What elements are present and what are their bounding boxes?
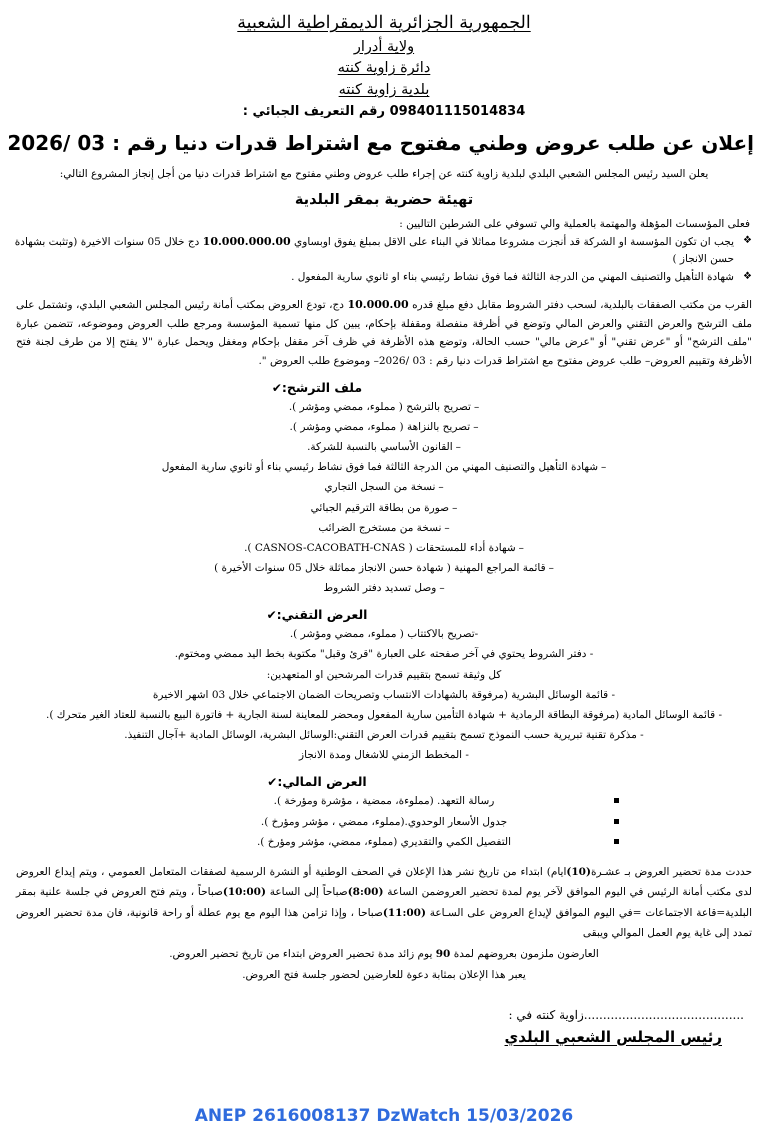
list-item-label: نسخة من مستخرج الضرائب	[318, 521, 442, 534]
list-item-label: قائمة المراجع المهنية ( شهادة حسن الانجاز مماثلة خلال 05 سنوات الأخيرة )	[214, 562, 546, 574]
fiscal-id-line	[14, 104, 754, 119]
section-heading-candidacy-file	[14, 380, 754, 395]
deposit-start-time: (8:00)	[347, 886, 384, 899]
list-item-label: تصريح بالترشح ( مملوء، ممضي ومؤشر ).	[288, 400, 471, 413]
condition-text-before: شهادة التأهيل والتصنيف المهني من الدرجة الثالثة فما فوق نشاط رئيسي بناء او ثانوي سارية المفعول .	[291, 270, 734, 283]
validity-text-part2: يوم زائد مدة تحضير العروض ابتداء من تاريخ تحضير العروض.	[169, 947, 433, 960]
condition-item	[14, 269, 754, 286]
anep-reference: ANEP 2616008137 DzWatch 15/03/2026	[194, 1106, 574, 1126]
list-item-label: القانون الأساسي بالنسبة للشركة.	[307, 441, 453, 454]
list-item-label: وصل تسديد دفتر الشروط	[323, 582, 437, 595]
list-item	[14, 518, 754, 538]
check-icon: ✔	[266, 608, 277, 623]
section-heading-text: العرض التقني:	[276, 607, 368, 623]
deadline-text-part2: ايام) ابتداء من تاريخ نشر هذا الإعلان في الصحف الوطنية أو النشرة الرسمية لصفقات المتعامل العمومي ، ويتم إيداع العروض لدى مكتب أمانة الرئيس في اليوم الموافق لآخر يوم لمدة تحضير العروضمن الساعة	[16, 865, 753, 899]
deadline-text-part5: صباحا ، وإذا تزامن هذا اليوم مع يوم عطلة أو راحة قانونية، فان مدة تحضير العروض تمدد إلى غاية يوم العمل الموالي ويبقى	[16, 906, 752, 940]
condition-text-before: يجب ان تكون المؤسسة او الشركة قد أنجزت مشروعا مماثلا في البناء على الاقل بمبلغ يفوق اوبساوي	[290, 236, 734, 249]
list-item	[14, 685, 754, 705]
list-item	[14, 832, 754, 852]
deadline-paragraph	[14, 862, 754, 944]
dash-marker: –	[452, 501, 458, 514]
list-item-label: - المخطط الزمني للاشغال ومدة الانجاز	[299, 749, 469, 762]
list-item	[14, 477, 754, 497]
square-bullet-icon	[614, 839, 619, 844]
dash-marker: –	[438, 481, 444, 494]
list-item	[14, 624, 754, 644]
list-item	[14, 397, 754, 417]
condition-text-after: دج خلال 05 سنوات الاخيرة (وتثبت بشهادة حسن الانجاز )	[14, 236, 734, 266]
list-item-label: شهادة أداء للمستحقات ( CASNOS-CACOBATH-CNAS ).	[244, 541, 516, 554]
check-icon: ✔	[271, 380, 282, 395]
list-item-label: كل وثيقة تسمح بتقييم قدرات المرشحين او المتعهدين:	[266, 668, 502, 681]
technical-offer-list	[14, 624, 754, 765]
preparation-days-value: 10	[571, 865, 586, 878]
intro-paragraph: يعلن السيد رئيس المجلس الشعبي البلدي لبلدية زاوية كنته عن إجراء طلب عروض وطني مفتوح مع اشتراط قدرات دنيا من أجل إنجاز المشروع التالي:	[59, 168, 709, 181]
conditions-lead: فعلى المؤسسات المؤهلة والمهتمة بالعملية والي تسوفي على الشرطين التاليين :	[399, 218, 750, 231]
section-heading-text: ملف الترشح:	[281, 379, 363, 395]
list-item-label: رسالة التعهد. (مملوءة، ممضية ، مؤشرة ومؤرخة ).	[273, 795, 495, 808]
list-item	[14, 791, 754, 811]
list-item-label: جدول الأسعار الوحدوي.(مملوء، ممضي ، مؤشر ومؤرخ ).	[260, 815, 508, 828]
list-item	[14, 644, 754, 664]
deposit-start-time-value: 8:00	[352, 886, 379, 899]
signature-block	[14, 1008, 754, 1046]
list-item-label: التفصيل الكمي والتقديري (مملوء، ممضي، مؤشر ومؤرخ ).	[256, 835, 512, 848]
list-item-label: -تصريح بالاكتتاب ( مملوء، ممضي ومؤشر ).	[289, 628, 479, 641]
fiscal-id-number: 098401115014834	[389, 104, 526, 120]
list-item	[14, 457, 754, 477]
submission-paragraph	[14, 295, 754, 371]
list-item	[14, 725, 754, 745]
list-item	[14, 417, 754, 437]
document-footer	[0, 1106, 768, 1126]
list-item	[14, 812, 754, 832]
page-title: إعلان عن طلب عروض وطني مفتوح مع اشتراط قدرات دنيا رقم : 03 /2026	[7, 131, 754, 156]
opening-time-value: 11:00	[387, 906, 421, 919]
deadline-text-part4: صباحاً ، ويتم فتح العروض في جلسة علنية بمقر البلدية=قاعة الاجتماعات =في اليوم الموافق لإيداع العروض على السـاعة	[16, 886, 752, 919]
dash-marker: –	[548, 562, 554, 574]
dash-marker: –	[473, 400, 480, 413]
preparation-days: (10)	[566, 865, 591, 878]
list-item	[14, 665, 754, 685]
list-item-label: صورة من بطاقة الترقيم الجبائي	[310, 501, 450, 514]
signature-place-label: زاوية كنته في :	[508, 1007, 584, 1022]
signature-title: رئيس المجلس الشعبي البلدي	[504, 1027, 722, 1046]
list-item	[14, 498, 754, 518]
list-item-label: - دفتر الشروط يحتوي في آخر صفحته على العبارة "قرئ وقبل" مكتوبة بخط اليد ممضي ومختوم.	[174, 648, 594, 661]
dash-marker: –	[455, 441, 461, 454]
list-item	[14, 745, 754, 765]
conditions-list	[14, 233, 754, 286]
header-baladia: بلدية زاوية كنته	[338, 81, 430, 98]
list-item	[14, 538, 754, 558]
list-item	[14, 705, 754, 725]
check-icon: ✔	[267, 775, 278, 790]
diamond-bullet-icon: ❖	[743, 270, 752, 282]
header-wilaya: ولاية أدرار	[353, 38, 415, 55]
list-item-label: تصريح بالنزاهة ( مملوء، ممضي ومؤشر ).	[289, 420, 471, 433]
dash-marker: –	[439, 582, 445, 595]
project-title: تهيئة حضرية بمقر البلدية	[294, 192, 474, 209]
section-heading-financial-offer	[14, 774, 754, 789]
diamond-bullet-icon: ❖	[743, 235, 752, 247]
list-item	[14, 437, 754, 457]
deadline-text-part1: حددت مدة تحضير العروض بـ عشـرة	[590, 865, 753, 878]
square-bullet-icon	[614, 798, 619, 803]
header-republic: الجمهورية الجزائرية الديمقراطية الشعبية	[237, 13, 531, 33]
section-heading-text: العرض المالي:	[277, 774, 367, 790]
candidacy-file-list	[14, 397, 754, 599]
deposit-end-time: (10:00)	[222, 886, 266, 899]
submission-text-part2: دج، تودع العروض بمكتب أمانة رئيس المجلس الشعبي البلدي، وتشتمل على ملف الترشح والعرض التقني والعرض المالي وتوضع في أظرفة منفصلة ومقفلة بإحكام، يبين كل منها تسمية المؤسسة ومرجع طلب العروض وموضوعه، تتضمن عبارة "ملف الترشح" أو "عرض تقني" أو "عرض مالي" حسب الحالة، وتوضع هذه الأظرفة في ظرف آخر مقفل بإحكام ومغفل ويحمل عبارة "لا يفتح إلا من طرف لجنة فتح الأظرفة وتقييم العروض– طلب عروض مفتوح مع اشتراط قدرات دنيا رقم : 03 /2026– وموضوع طلب العروض ".	[16, 299, 752, 368]
dash-marker: –	[601, 461, 607, 474]
list-item	[14, 578, 754, 598]
section-heading-technical-offer	[14, 607, 754, 622]
header-daira: دائرة زاوية كنته	[337, 60, 431, 77]
deadline-text-part3: صباحاً إلى الساعة	[269, 886, 348, 899]
validity-text-part1: العارضون ملزمون بعروضهم لمدة	[453, 947, 599, 960]
condition-amount: 10.000.000.00	[202, 235, 291, 249]
signature-place-line	[14, 1008, 744, 1022]
opening-time: (11:00)	[382, 906, 426, 919]
financial-offer-list	[14, 791, 754, 851]
list-item-label: - قائمة الوسائل البشرية (مرفوقة بالشهادات الانتساب وتصريحات الضمان الاجتماعي خلال 03 اشهر الاخيرة	[152, 688, 616, 701]
signature-dots: ..........................................	[583, 1007, 744, 1022]
list-item-label: شهادة التأهيل والتصنيف المهني من الدرجة الثالثة فما فوق نشاط رئيسي بناء أو ثانوي سارية المفعول	[161, 461, 598, 474]
submission-text-part1: القرب من مكتب الصفقات بالبلدية، لسحب دفتر الشروط مقابل دفع مبلغ قدره	[408, 299, 752, 311]
dash-marker: –	[518, 541, 524, 554]
document-header	[14, 12, 754, 119]
dash-marker: –	[444, 521, 450, 534]
validity-days: 90	[435, 947, 451, 960]
deposit-end-time-value: 10:00	[227, 886, 261, 899]
list-item-label: - قائمة الوسائل المادية (مرفوقة البطاقة الرمادية + شهادة التأمين سارية المفعول ومحضر للمعاينة لسنة الجارية + فاتورة البيع بالنسبة للعتاد الغير متحرك ).	[45, 708, 722, 721]
fiscal-id-label: رقم التعريف الجبائي :	[242, 104, 386, 120]
list-item-label: نسخة من السجل التجاري	[324, 481, 436, 494]
validity-line	[14, 945, 754, 965]
dash-marker: –	[473, 420, 479, 433]
invitation-note: يعبر هذا الإعلان بمثابة دعوة للعارضين لحضور جلسة فتح العروض.	[242, 968, 526, 981]
list-item	[14, 558, 754, 578]
square-bullet-icon	[614, 819, 619, 824]
list-item-label: - مذكرة تقنية تبريرية حسب النموذج تسمح بتقييم قدرات العرض التقني:الوسائل البشرية، الوسائل المادية +آجال التنفيذ.	[124, 729, 644, 742]
specification-fee: 10.000.00	[347, 298, 409, 311]
condition-item	[14, 233, 754, 269]
